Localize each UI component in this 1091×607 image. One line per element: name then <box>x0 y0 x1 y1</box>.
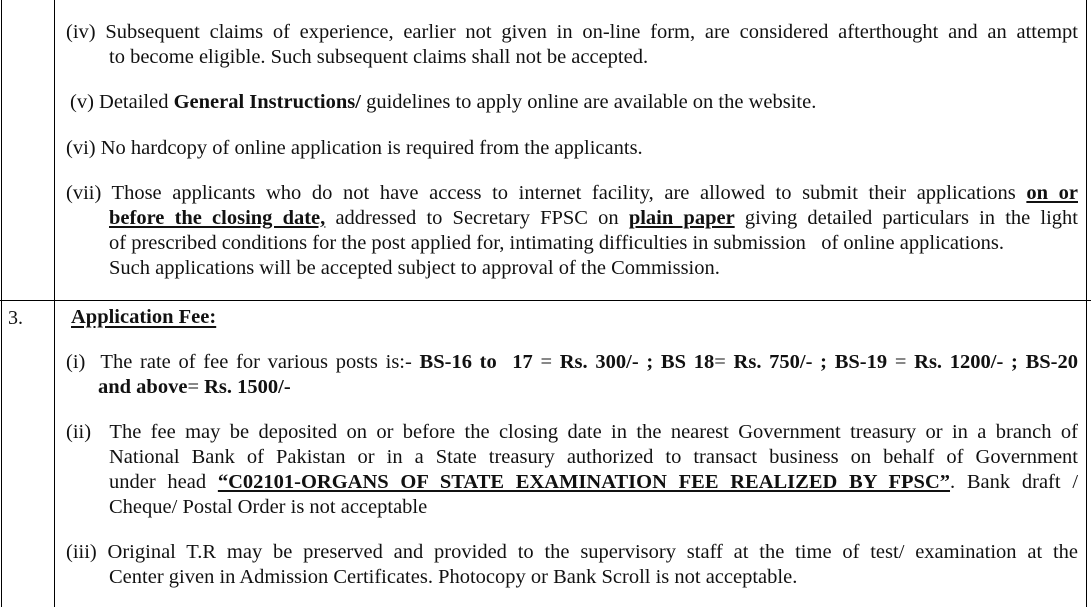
item-vii-line2-mid: addressed to Secretary FPSC on <box>325 207 629 229</box>
fee-item-i <box>66 350 1078 400</box>
item-iv-line1: (iv) Subsequent claims of experience, earlier not given in on-line form, are considered afterthought and an attempt <box>66 21 1078 43</box>
item-v-prefix: (v) Detailed <box>70 91 174 113</box>
fee-and-above: and above <box>98 376 188 398</box>
item-v-suffix: guidelines to apply online are available on the website. <box>360 91 817 113</box>
item-vii-line3: of prescribed conditions for the post applied for, intimating difficulties in submission of online applications. <box>109 232 1004 254</box>
item-v <box>70 90 1082 115</box>
closing-date-emphasis: before the closing date, <box>109 207 326 229</box>
fee-head-code: “C02101-ORGANS OF STATE EXAMINATION FEE REALIZED BY FPSC” <box>217 471 951 493</box>
item-vii-line2-suffix: giving detailed particulars in the light <box>734 207 1078 229</box>
item-vi <box>66 136 1078 161</box>
fee-eq4: = <box>187 376 205 398</box>
fee-item-ii-line2: National Bank of Pakistan or in a State treasury authorized to transact business on behalf of Government <box>109 446 1078 468</box>
item-iv-line2: to become eligible. Such subsequent claims shall not be accepted. <box>109 46 649 68</box>
item-iv <box>66 20 1078 70</box>
fee-item-ii-line3-prefix: under head <box>109 471 218 493</box>
plain-paper-emphasis: plain paper <box>628 207 735 229</box>
fee-rs750: Rs. 750/- ; BS-19 <box>733 351 888 373</box>
fee-bs16-17: BS-16 to 17 <box>419 351 533 373</box>
fee-eq3: = <box>887 351 915 373</box>
item-vi-text: (vi) No hardcopy of online application is required from the applicants. <box>66 137 643 159</box>
fee-item-i-prefix: (i) The rate of fee for various posts is:- <box>66 351 420 373</box>
item-vii <box>66 181 1078 281</box>
fee-item-iii-line1: (iii) Original T.R may be preserved and provided to the supervisory staff at the time of test/ examination at the <box>66 541 1078 563</box>
fee-rs1500: Rs. 1500/- <box>204 376 291 398</box>
table-column-divider <box>54 0 55 607</box>
table-left-border <box>1 0 2 607</box>
fee-item-ii-line4: Cheque/ Postal Order is not acceptable <box>109 496 428 518</box>
fee-item-ii-line1: (ii) The fee may be deposited on or before the closing date in the nearest Government treasury or in a branch of <box>66 421 1078 443</box>
on-or-emphasis: on or <box>1026 182 1078 204</box>
section-heading: Application Fee: <box>71 306 217 328</box>
fee-item-iii-line2: Center given in Admission Certificates. Photocopy or Bank Scroll is not acceptable. <box>109 566 798 588</box>
item-vii-line4: Such applications will be accepted subject to approval of the Commission. <box>109 257 720 279</box>
section-number: 3. <box>8 307 23 329</box>
fee-item-ii <box>66 420 1078 520</box>
table-row-divider <box>0 300 1091 301</box>
fee-eq1: = <box>532 351 560 373</box>
fee-rs1200: Rs. 1200/- ; BS-20 <box>914 351 1078 373</box>
table-right-border <box>1086 0 1087 607</box>
general-instructions-label: General Instructions/ <box>173 91 361 113</box>
fee-item-iii <box>66 540 1078 590</box>
item-vii-line1-prefix: (vii) Those applicants who do not have access to internet facility, are allowed to submit their applications <box>66 182 1027 204</box>
fee-rs300: Rs. 300/- ; BS 18 <box>559 351 715 373</box>
fee-eq2: = <box>714 351 734 373</box>
fee-item-ii-line3-suffix: . Bank draft / <box>950 471 1079 493</box>
